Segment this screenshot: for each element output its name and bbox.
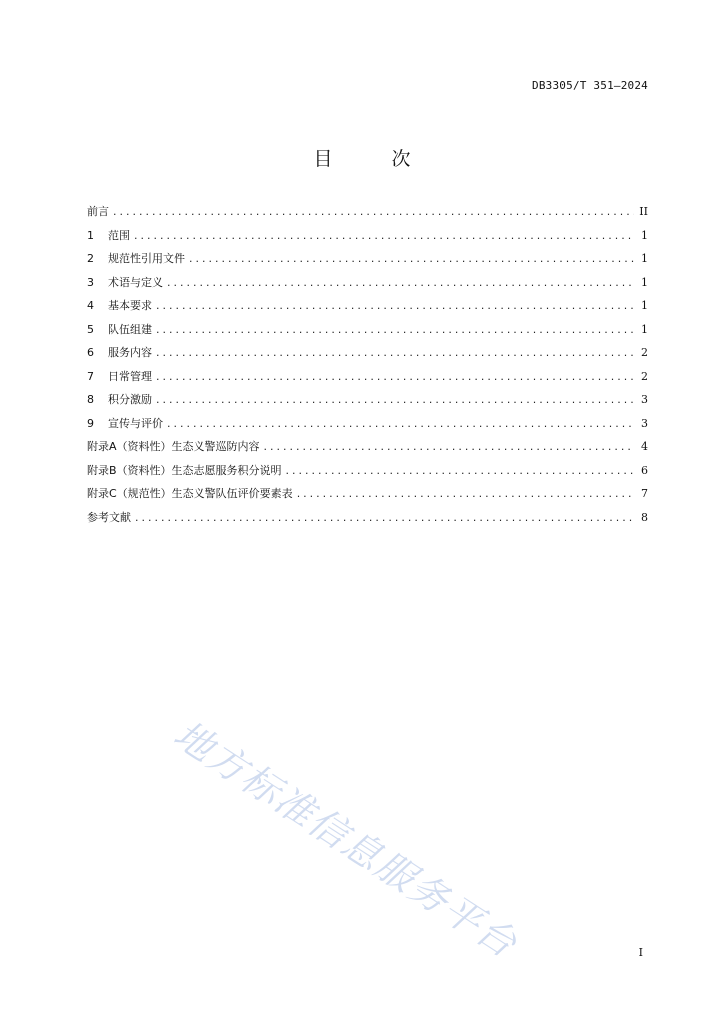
dot-leader [167, 417, 634, 430]
page-number: I [638, 946, 643, 959]
dot-leader [156, 323, 634, 336]
toc-entry[interactable] [87, 227, 648, 251]
dot-leader [113, 205, 634, 218]
toc-entry[interactable] [87, 509, 648, 533]
toc-entry-page: 2 [641, 369, 648, 383]
dot-leader [134, 229, 634, 242]
dot-leader [297, 487, 634, 500]
toc-entry-page: 2 [641, 346, 648, 359]
toc-entry[interactable] [87, 297, 648, 321]
toc-entry[interactable] [87, 462, 648, 486]
toc-entry-number: 8 [87, 393, 94, 406]
table-of-contents [87, 203, 648, 532]
toc-entry-label: 规范性引用文件 [108, 252, 185, 265]
toc-entry-label: 附录A（资料性）生态义警巡防内容 [87, 440, 260, 453]
toc-entry-label: 日常管理 [108, 369, 152, 383]
toc-entry-page: 1 [641, 299, 648, 312]
toc-entry-number: 3 [87, 275, 94, 289]
toc-entry-page: 8 [641, 510, 648, 524]
toc-entry-label: 附录B（资料性）生态志愿服务积分说明 [87, 463, 282, 477]
toc-entry-page: 1 [641, 252, 648, 265]
dot-leader [135, 511, 634, 524]
toc-entry-label: 范围 [108, 228, 130, 242]
toc-entry[interactable] [87, 438, 648, 462]
dot-leader [167, 276, 634, 289]
document-code: DB3305/T 351—2024 [532, 79, 648, 92]
toc-entry-label: 宣传与评价 [108, 416, 163, 430]
toc-entry-label: 前言 [87, 205, 109, 218]
toc-entry[interactable] [87, 485, 648, 509]
toc-entry[interactable] [87, 415, 648, 439]
toc-entry-number: 7 [87, 369, 94, 383]
page-title: 目 次 [313, 148, 431, 170]
dot-leader [156, 370, 634, 383]
toc-entry-page: 1 [641, 275, 648, 289]
toc-entry[interactable] [87, 368, 648, 392]
toc-entry[interactable] [87, 274, 648, 298]
toc-entry-label: 附录C（规范性）生态义警队伍评价要素表 [87, 487, 293, 500]
toc-entry-label: 队伍组建 [108, 322, 152, 336]
toc-entry-page: 6 [641, 463, 648, 477]
toc-entry-number: 4 [87, 299, 94, 312]
toc-entry-label: 基本要求 [108, 299, 152, 312]
dot-leader [156, 299, 634, 312]
toc-entry-page: 3 [641, 416, 648, 430]
toc-entry[interactable] [87, 344, 648, 368]
toc-entry-page: 4 [641, 440, 648, 453]
toc-entry-label: 参考文献 [87, 510, 131, 524]
toc-entry-page: 3 [641, 393, 648, 406]
dot-leader [286, 464, 634, 477]
toc-entry-number: 5 [87, 322, 94, 336]
toc-entry-page: 7 [641, 487, 648, 500]
toc-entry-number: 1 [87, 228, 94, 242]
toc-entry-page: 1 [641, 228, 648, 242]
toc-entry[interactable] [87, 203, 648, 227]
dot-leader [189, 252, 634, 265]
toc-entry-number: 9 [87, 416, 94, 430]
dot-leader [156, 393, 634, 406]
toc-entry-number: 6 [87, 346, 94, 359]
toc-entry-page: II [639, 205, 648, 218]
toc-entry-label: 积分激励 [108, 393, 152, 406]
toc-entry-number: 2 [87, 252, 94, 265]
toc-entry-label: 术语与定义 [108, 275, 163, 289]
toc-entry-page: 1 [641, 322, 648, 336]
watermark: 地方标准信息服务平台 [166, 711, 526, 967]
toc-entry[interactable] [87, 391, 648, 415]
dot-leader [264, 440, 634, 453]
toc-entry[interactable] [87, 250, 648, 274]
toc-entry-label: 服务内容 [108, 346, 152, 359]
toc-entry[interactable] [87, 321, 648, 345]
dot-leader [156, 346, 634, 359]
